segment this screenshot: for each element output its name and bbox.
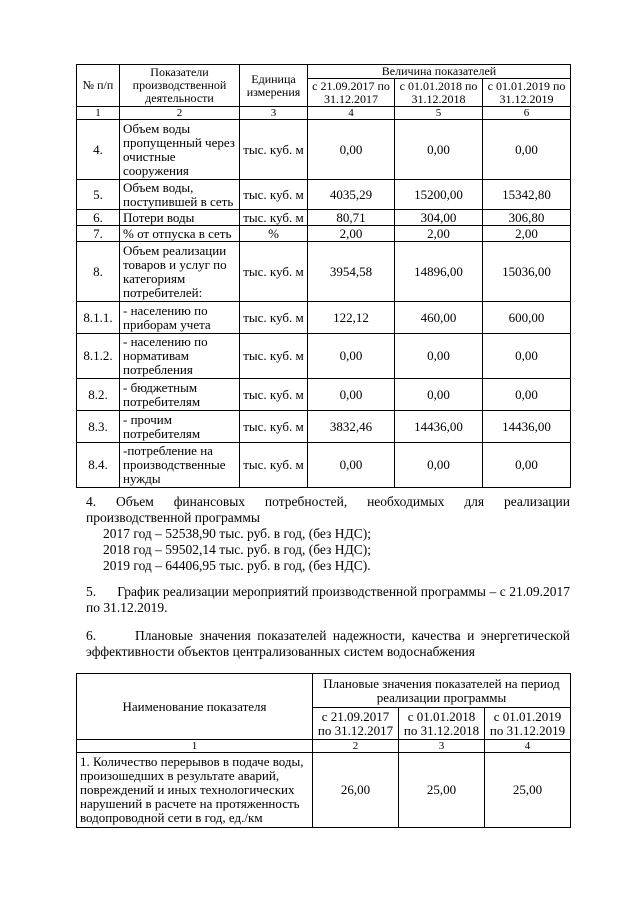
col-number: 4 [485,740,571,753]
row-name: Объем воды, поступившей в сеть [120,180,240,210]
row-unit: % [240,226,308,242]
row-value-2018: 25,00 [399,753,485,828]
header-period-3: с 01.01.2019 по 31.12.2019 [483,79,571,107]
section-5-line2: по 31.12.2019. [86,600,168,615]
finance-item-2019: 2019 год – 64406,95 тыс. руб. в год, (без НДС). [103,558,371,573]
row-value-2019: 15036,00 [483,242,571,302]
header-value: Величина показателей [308,65,571,79]
row-unit: тыс. куб. м [240,443,308,488]
row-value-2018: 14896,00 [395,242,483,302]
table-row [77,753,571,828]
reliability-indicators-table [76,673,571,828]
section-4-word: Объем [116,494,154,509]
row-value-2018: 0,00 [395,334,483,379]
header-num: № п/п [77,65,120,107]
section-4-number: 4. [86,494,97,509]
row-value-2017: 0,00 [308,334,395,379]
row-num: 5. [77,180,120,210]
row-value-2018: 0,00 [395,379,483,411]
table-row [77,379,571,411]
col-number: 2 [120,107,240,120]
row-num: 4. [77,120,120,180]
section-4-word: потребностей, [264,494,348,509]
row-value-2019: 0,00 [483,120,571,180]
row-value-2017: 122,12 [308,302,395,334]
table-row [77,210,571,226]
section-4-word: необходимых [367,494,445,509]
row-num: 8.3. [77,411,120,443]
header-period-2: с 01.01.2018 по 31.12.2018 [399,708,485,740]
section-6-line2: эффективности объектов централизованных систем водоснабжения [86,644,475,659]
row-value-2019: 600,00 [483,302,571,334]
row-unit: тыс. куб. м [240,120,308,180]
row-value-2019: 2,00 [483,226,571,242]
col-number: 3 [399,740,485,753]
row-num: 8.1.2. [77,334,120,379]
col-number: 4 [308,107,395,120]
table-row [77,443,571,488]
row-num: 6. [77,210,120,226]
row-value-2017: 3954,58 [308,242,395,302]
row-value-2019: 306,80 [483,210,571,226]
row-value-2017: 0,00 [308,379,395,411]
header-indicator: Показатели производственной деятельности [120,65,240,107]
row-num: 8.1.1. [77,302,120,334]
col-number: 1 [77,740,313,753]
row-name: -потребление на производственные нужды [120,443,240,488]
table-row [77,302,571,334]
col-number: 5 [395,107,483,120]
row-num: 7. [77,226,120,242]
row-name: - бюджетным потребителям [120,379,240,411]
row-value-2018: 460,00 [395,302,483,334]
row-unit: тыс. куб. м [240,180,308,210]
section-4-word: финансовых [173,494,246,509]
row-value-2018: 304,00 [395,210,483,226]
section-4-word: для [464,494,485,509]
row-unit: тыс. куб. м [240,379,308,411]
row-value-2018: 14436,00 [395,411,483,443]
row-unit: тыс. куб. м [240,334,308,379]
row-value-2017: 80,71 [308,210,395,226]
row-value-2017: 2,00 [308,226,395,242]
section-4-line2: производственной программы [86,510,260,525]
table-row [77,180,571,210]
row-unit: тыс. куб. м [240,242,308,302]
row-value-2019: 15342,80 [483,180,571,210]
table-row [77,226,571,242]
col-number: 6 [483,107,571,120]
header-period-2: с 01.01.2018 по 31.12.2018 [395,79,483,107]
row-value-2019: 0,00 [483,443,571,488]
row-value-2017: 0,00 [308,120,395,180]
row-name: - населению по нормативам потребления [120,334,240,379]
row-value-2018: 2,00 [395,226,483,242]
row-unit: тыс. куб. м [240,302,308,334]
header-unit: Единица измерения [240,65,308,107]
col-number: 2 [313,740,399,753]
header-period-1: с 21.09.2017 по 31.12.2017 [308,79,395,107]
row-name: - прочим потребителям [120,411,240,443]
finance-item-2018: 2018 год – 59502,14 тыс. руб. в год, (без НДС); [103,542,371,557]
header-name: Наименование показателя [77,674,313,740]
col-number: 1 [77,107,120,120]
row-num: 8.2. [77,379,120,411]
row-name: 1. Количество перерывов в подаче воды, произошедших в результате аварий, повреждений и иных технологических нарушений в расчете на протяженность водопроводной сети в год, ед./км [77,753,313,828]
row-value-2018: 15200,00 [395,180,483,210]
row-num: 8.4. [77,443,120,488]
row-value-2017: 26,00 [313,753,399,828]
header-period-1: с 21.09.2017 по 31.12.2017 [313,708,399,740]
row-name: Потери воды [120,210,240,226]
row-num: 8. [77,242,120,302]
section-5-line1: 5. График реализации мероприятий производственной программы – с 21.09.2017 [86,584,570,599]
finance-item-2017: 2017 год – 52538,90 тыс. руб. в год, (без НДС); [103,526,371,541]
table-row [77,411,571,443]
section-4-heading [86,494,570,510]
row-value-2017: 4035,29 [308,180,395,210]
row-name: Объем реализации товаров и услуг по категориям потребителей: [120,242,240,302]
row-value-2018: 0,00 [395,120,483,180]
table-row [77,120,571,180]
table-row [77,334,571,379]
row-unit: тыс. куб. м [240,210,308,226]
row-value-2018: 0,00 [395,443,483,488]
row-value-2019: 14436,00 [483,411,571,443]
row-value-2019: 25,00 [485,753,571,828]
row-value-2017: 3832,46 [308,411,395,443]
section-6-line1: 6. Плановые значения показателей надежности, качества и энергетической [86,628,570,643]
row-name: - населению по приборам учета [120,302,240,334]
header-period-3: с 01.01.2019 по 31.12.2019 [485,708,571,740]
row-value-2017: 0,00 [308,443,395,488]
row-value-2019: 0,00 [483,334,571,379]
section-4-word: реализации [504,494,570,509]
table-row [77,242,571,302]
row-value-2019: 0,00 [483,379,571,411]
row-unit: тыс. куб. м [240,411,308,443]
row-name: Объем воды пропущенный через очистные сооружения [120,120,240,180]
header-value: Плановые значения показателей на период реализации программы [313,674,571,708]
col-number: 3 [240,107,308,120]
production-indicators-table [76,64,571,488]
row-name: % от отпуска в сеть [120,226,240,242]
